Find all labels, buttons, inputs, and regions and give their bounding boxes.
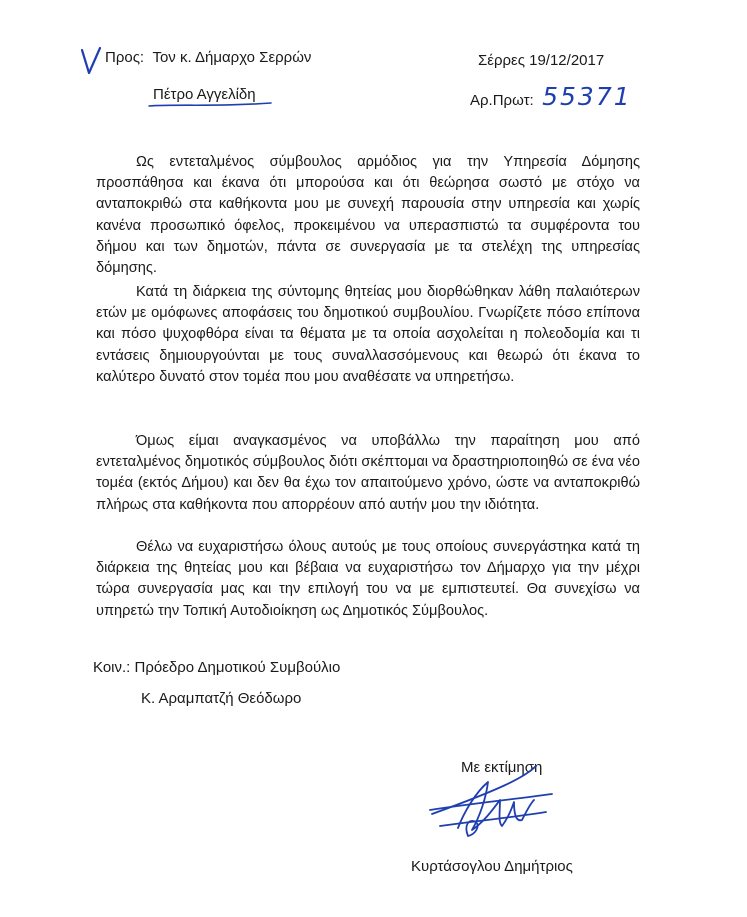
body-paragraph-4: Θέλω να ευχαριστήσω όλους αυτούς με τους οποίους συνεργάστηκα κατά τη διάρκεια της θητείας μου και βέβαια να ευχαριστήσω τον Δήμαρχο για την μέχρι τώρα συνεργασία μας και την επιλογή του να με εμπιστευτεί. Θα συνεχίσω να υπηρετώ την Τοπική Αυτοδιοίκηση ως Δημοτικός Σύμβουλος. — [96, 539, 640, 619]
body-paragraph-1: Ως εντεταλμένος σύμβουλος αρμόδιος για την Υπηρεσία Δόμησης προσπάθησα και έκανα ότι μπορούσα και ότι θεώρησα σωστό με στόχο να ανταποκριθώ στα καθήκοντα μου με συνεχή παρουσία στην υπηρεσία και χωρίς κανένα προσωπικό όφελος, προκειμένου να υπερασπιστώ τα συμφέροντα του δήμου και των δημοτών, πάντα σε συνεργασία με τα στελέχη της υπηρεσίας δόμησης. — [96, 154, 640, 277]
protocol-number: 55371 — [542, 82, 632, 111]
recipient-underline — [148, 100, 273, 110]
protocol-label: Αρ.Πρωτ: — [470, 92, 534, 109]
body-paragraph-2: Κατά τη διάρκεια της σύντομης θητείας μου διορθώθηκαν λάθη παλαιότερων ετών με ομόφωνες αποφάσεις του δημοτικού συμβουλίου. Γνωρίζετε πόσο επίπονα και πόσο ψυχοφθόρα είναι τα θέματα με τα οποία ασχολείται η πολεοδομία και τι εντάσεις δημιουργούνται με τους συναλλασσόμενους και θεωρώ ότι έκανα το καλύτερο δυνατό στον τομέα που μου αναθέσατε να υπηρετήσω. — [96, 284, 640, 385]
recipient-line — [105, 49, 311, 66]
cc-line-1: Κοιν.: Πρόεδρο Δημοτικού Συμβούλιο — [93, 659, 341, 676]
cc-line-2: Κ. Αραμπατζή Θεόδωρο — [141, 690, 302, 707]
place-date: Σέρρες 19/12/2017 — [478, 52, 605, 69]
closing-salutation: Με εκτίμηση — [461, 759, 543, 776]
checkmark-icon — [80, 46, 102, 76]
to-recipient: Τον κ. Δήμαρχο Σερρών — [152, 49, 312, 66]
protocol-line — [470, 82, 632, 111]
to-label: Προς: — [105, 49, 145, 66]
signature-icon — [428, 764, 558, 844]
signer-name: Κυρτάσογλου Δημήτριος — [411, 858, 573, 875]
body-paragraph-3: Όμως είμαι αναγκασμένος να υποβάλλω την παραίτηση μου από εντεταλμένος δημοτικός σύμβουλος διότι σκέπτομαι να δραστηριοποιηθώ σε ένα νέο τομέα (εκτός Δήμου) και δεν θα έχω τον απαιτούμενο χρόνο, ώστε να ανταποκριθώ πλήρως στα καθήκοντα που απορρέουν από αυτήν μου την ιδιότητα. — [96, 433, 640, 513]
recipient-name: Πέτρο Αγγελίδη — [153, 86, 256, 103]
